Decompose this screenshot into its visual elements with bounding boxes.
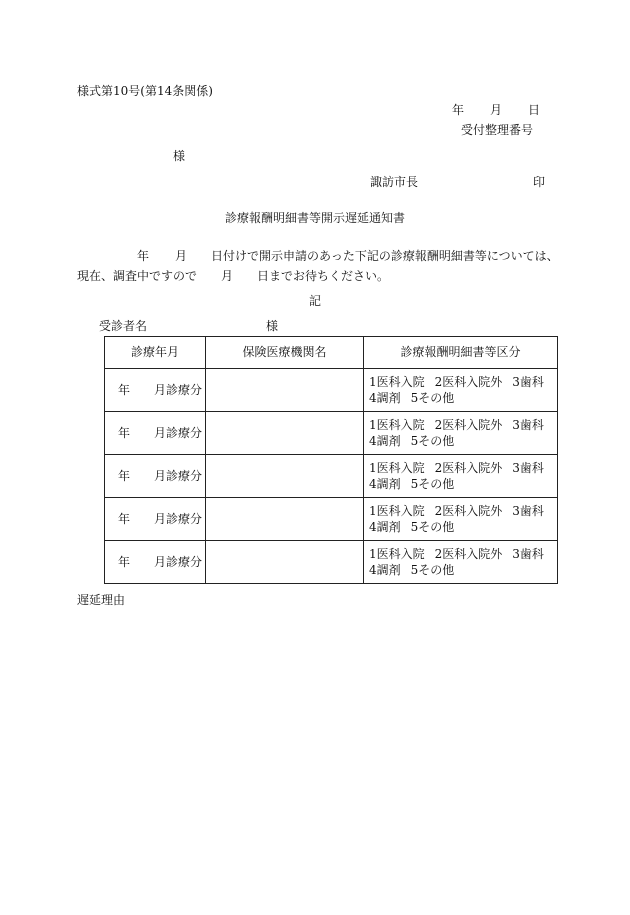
- form-number: 様式第10号(第14条関係): [77, 84, 213, 98]
- date-month-label: 月: [490, 103, 503, 117]
- category-other: 5その他: [410, 434, 455, 448]
- period-year-label: 年: [118, 511, 131, 526]
- table-header-row: [105, 337, 558, 369]
- category-outpatient: 2医科入院外: [434, 417, 503, 432]
- period-month-label: 月診療分: [154, 425, 203, 440]
- institution-cell: [206, 369, 364, 412]
- category-cell: [364, 455, 558, 498]
- category-other: 5その他: [410, 391, 455, 405]
- table-row: [105, 412, 558, 455]
- table-row: [105, 369, 558, 412]
- category-pharmacy: 4調剤: [369, 520, 401, 534]
- treatment-period-cell: [105, 498, 206, 541]
- delay-reason-label: 遅延理由: [77, 593, 126, 607]
- body-month-label: 月: [175, 249, 188, 263]
- body-line-1: [137, 250, 559, 262]
- category-inpatient: 1医科入院: [369, 374, 425, 389]
- category-inpatient: 1医科入院: [369, 417, 425, 432]
- body-line-2-month: 月: [221, 269, 234, 283]
- category-dental: 3歯科: [512, 546, 544, 561]
- table-row: [105, 498, 558, 541]
- ki-heading: 記: [308, 294, 321, 308]
- document-title: 診療報酬明細書等開示遅延通知書: [224, 211, 405, 225]
- header-treatment-period: 診療年月: [105, 337, 206, 369]
- receipt-number-label: 受付整理番号: [461, 123, 534, 137]
- header-date: [452, 104, 540, 116]
- category-dental: 3歯科: [512, 417, 544, 432]
- category-cell: [364, 498, 558, 541]
- category-dental: 3歯科: [512, 460, 544, 475]
- category-pharmacy: 4調剤: [369, 563, 401, 577]
- date-year-label: 年: [452, 103, 465, 117]
- category-outpatient: 2医科入院外: [434, 460, 503, 475]
- date-day-label: 日: [528, 103, 541, 117]
- category-dental: 3歯科: [512, 374, 544, 389]
- category-outpatient: 2医科入院外: [434, 374, 503, 389]
- category-dental: 3歯科: [512, 503, 544, 518]
- period-year-label: 年: [118, 468, 131, 483]
- institution-cell: [206, 412, 364, 455]
- category-outpatient: 2医科入院外: [434, 503, 503, 518]
- category-inpatient: 1医科入院: [369, 503, 425, 518]
- period-month-label: 月診療分: [154, 382, 203, 397]
- addressee-suffix: 様: [173, 149, 186, 163]
- category-cell: [364, 412, 558, 455]
- category-other: 5その他: [410, 520, 455, 534]
- header-medical-institution: 保険医療機関名: [206, 337, 364, 369]
- body-line-1-tail: 日付けで開示申請のあった下記の診療報酬明細書等については、: [211, 249, 559, 263]
- issuer-name: 諏訪市長: [370, 175, 419, 189]
- table-row: [105, 541, 558, 584]
- category-outpatient: 2医科入院外: [434, 546, 503, 561]
- period-year-label: 年: [118, 382, 131, 397]
- period-year-label: 年: [118, 554, 131, 569]
- category-inpatient: 1医科入院: [369, 546, 425, 561]
- period-month-label: 月診療分: [154, 511, 203, 526]
- category-inpatient: 1医科入院: [369, 460, 425, 475]
- category-other: 5その他: [410, 477, 455, 491]
- institution-cell: [206, 541, 364, 584]
- body-line-2: [77, 270, 389, 282]
- table-row: [105, 455, 558, 498]
- category-pharmacy: 4調剤: [369, 477, 401, 491]
- category-pharmacy: 4調剤: [369, 391, 401, 405]
- period-month-label: 月診療分: [154, 554, 203, 569]
- treatment-period-cell: [105, 455, 206, 498]
- category-cell: [364, 541, 558, 584]
- period-year-label: 年: [118, 425, 131, 440]
- patient-name-label: 受診者名: [99, 319, 148, 333]
- body-line-2-tail: 日までお待ちください。: [257, 269, 390, 283]
- category-other: 5その他: [410, 563, 455, 577]
- body-line-2-head: 現在、調査中ですので: [77, 269, 198, 283]
- period-month-label: 月診療分: [154, 468, 203, 483]
- header-document-category: 診療報酬明細書等区分: [364, 337, 558, 369]
- category-cell: [364, 369, 558, 412]
- treatment-period-cell: [105, 412, 206, 455]
- records-table: [104, 336, 558, 584]
- institution-cell: [206, 498, 364, 541]
- treatment-period-cell: [105, 369, 206, 412]
- body-year-label: 年: [137, 249, 150, 263]
- category-pharmacy: 4調剤: [369, 434, 401, 448]
- treatment-period-cell: [105, 541, 206, 584]
- seal-mark: 印: [533, 175, 546, 189]
- patient-name-suffix: 様: [266, 319, 279, 333]
- institution-cell: [206, 455, 364, 498]
